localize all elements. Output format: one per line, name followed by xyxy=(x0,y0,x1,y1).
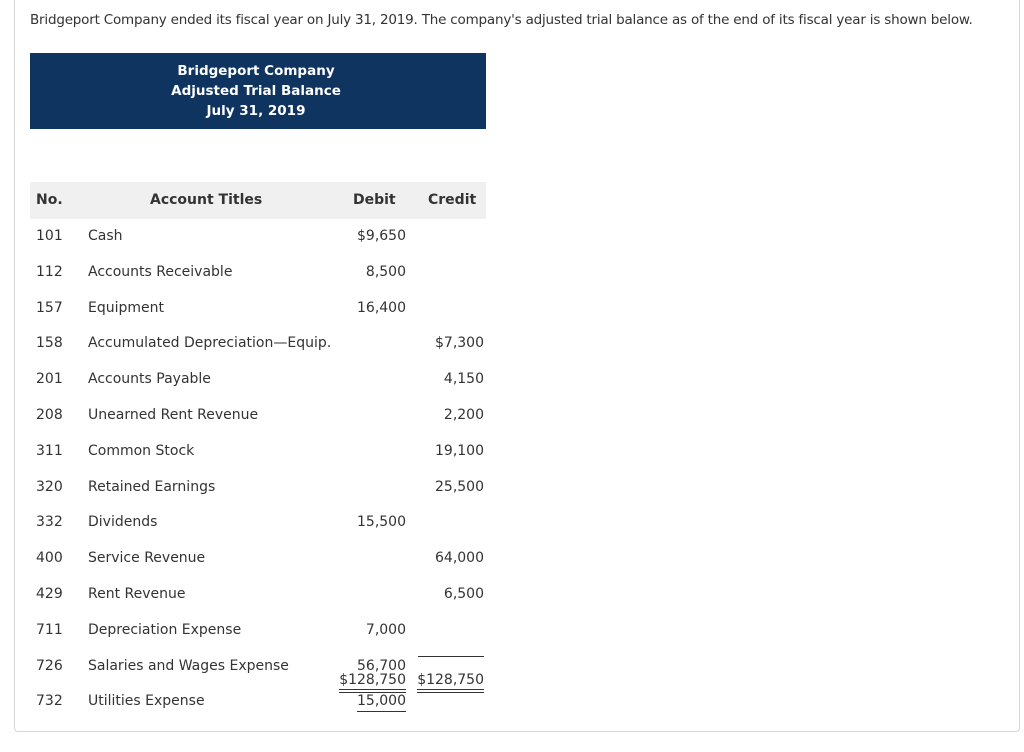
account-title: Utilities Expense xyxy=(88,693,205,710)
account-number: 429 xyxy=(36,585,63,602)
debit-amount: $9,650 xyxy=(357,228,406,244)
table-row xyxy=(30,362,486,398)
account-title: Accounts Payable xyxy=(88,371,211,388)
totals-row xyxy=(30,670,486,694)
statement-date: July 31, 2019 xyxy=(206,103,306,119)
debit-amount: 15,500 xyxy=(357,514,406,531)
account-number: 158 xyxy=(36,335,63,352)
table-row xyxy=(30,577,486,613)
account-title: Cash xyxy=(88,228,123,244)
debit-amount: 16,400 xyxy=(357,299,406,316)
credit-amount: 2,200 xyxy=(443,406,484,423)
credit-total-rule xyxy=(418,656,484,657)
table-row xyxy=(30,398,486,434)
account-number: 157 xyxy=(36,299,63,316)
column-header-row xyxy=(30,182,486,219)
table-row xyxy=(30,434,486,470)
table-body xyxy=(30,219,486,720)
company-name: Bridgeport Company xyxy=(177,63,335,79)
account-number: 101 xyxy=(36,228,63,244)
column-header-no: No. xyxy=(36,192,63,208)
account-title: Rent Revenue xyxy=(88,585,186,602)
account-title: Depreciation Expense xyxy=(88,621,242,638)
account-title: Salaries and Wages Expense xyxy=(88,657,289,674)
statement-name: Adjusted Trial Balance xyxy=(171,83,341,99)
credit-amount: 25,500 xyxy=(435,478,484,495)
debit-amount: 7,000 xyxy=(365,621,406,638)
account-title: Retained Earnings xyxy=(88,478,216,495)
column-header-debit: Debit xyxy=(353,192,396,208)
table-row xyxy=(30,613,486,649)
account-number: 311 xyxy=(36,442,63,459)
account-number: 112 xyxy=(36,263,63,280)
account-title: Unearned Rent Revenue xyxy=(88,406,259,423)
account-number: 711 xyxy=(36,621,63,638)
account-number: 320 xyxy=(36,478,63,495)
total-debit: $128,750 xyxy=(339,672,406,693)
table-title-block xyxy=(30,53,486,129)
account-number: 208 xyxy=(36,406,63,423)
account-number: 332 xyxy=(36,514,63,531)
account-title: Accounts Receivable xyxy=(88,263,233,280)
credit-amount: 4,150 xyxy=(443,371,484,388)
table-row xyxy=(30,505,486,541)
account-title: Equipment xyxy=(88,299,164,316)
account-title: Dividends xyxy=(88,514,158,531)
table-row xyxy=(30,291,486,327)
credit-amount: 19,100 xyxy=(435,442,484,459)
debit-amount: 56,700 xyxy=(357,657,406,674)
total-credit: $128,750 xyxy=(417,672,484,693)
column-header-credit: Credit xyxy=(428,192,477,208)
table-row xyxy=(30,470,486,506)
debit-amount: 8,500 xyxy=(365,263,406,280)
debit-amount: 15,000 xyxy=(357,693,406,712)
account-number: 726 xyxy=(36,657,63,674)
credit-amount: $7,300 xyxy=(435,335,484,352)
account-title: Accumulated Depreciation—Equip. xyxy=(88,335,332,352)
table-row xyxy=(30,326,486,362)
account-number: 400 xyxy=(36,550,63,567)
credit-amount: 64,000 xyxy=(435,550,484,567)
intro-text: Bridgeport Company ended its fiscal year on July 31, 2019. The company's adjusted trial balance as of the end of its fiscal year is shown below. xyxy=(30,12,973,28)
account-number: 732 xyxy=(36,693,63,710)
column-header-title: Account Titles xyxy=(150,192,263,208)
account-title: Common Stock xyxy=(88,442,195,459)
account-number: 201 xyxy=(36,371,63,388)
credit-amount: 6,500 xyxy=(443,585,484,602)
account-title: Service Revenue xyxy=(88,550,206,567)
table-row xyxy=(30,255,486,291)
table-row xyxy=(30,219,486,255)
table-row xyxy=(30,541,486,577)
